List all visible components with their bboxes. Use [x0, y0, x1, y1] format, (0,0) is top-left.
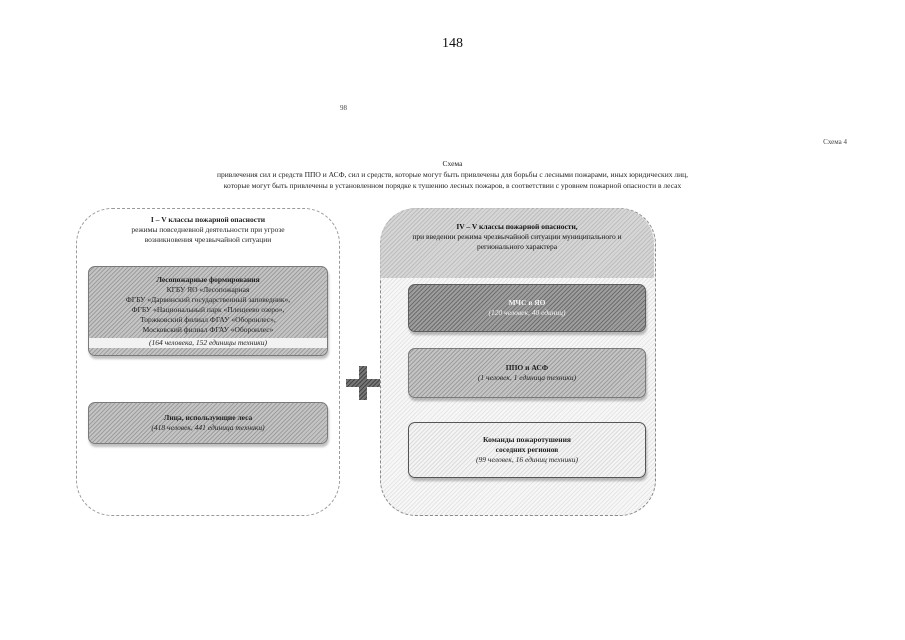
ppo-asf-box — [408, 348, 646, 398]
forest-fire-units-line: ФГБУ «Национальный парк «Плещеево озеро», — [131, 304, 285, 314]
document-number: 98 — [340, 104, 347, 112]
forest-fire-units-line: Торжковский филиал ФГАУ «Оборонлес», — [140, 314, 276, 324]
ppo-asf-title: ППО и АСФ — [505, 363, 549, 372]
neighbor-regions-stats: (99 человек, 16 единиц техники) — [476, 455, 578, 464]
forest-fire-units-box — [88, 266, 328, 356]
scheme-label: Схема 4 — [823, 138, 847, 146]
left-panel-title-line3: возникновения чрезвычайной ситуации — [144, 235, 272, 244]
page-number: 148 — [442, 36, 463, 51]
plus-icon — [346, 366, 380, 400]
left-panel-title-line2: режимы повседневной деятельности при угрозе — [131, 225, 285, 234]
right-panel-title-line2: при введении режима чрезвычайной ситуации муниципального и — [412, 232, 622, 241]
left-panel-title — [77, 215, 339, 245]
left-panel — [76, 208, 340, 516]
heading-line-1: Схема — [442, 159, 463, 168]
right-panel-title-bold: IV – V классы пожарной опасности, — [456, 222, 578, 231]
neighbor-regions-title-line1: Команды пожаротушения — [483, 435, 571, 444]
forest-users-stats: (418 человек, 441 единица техники) — [151, 423, 265, 432]
forest-users-box — [88, 402, 328, 444]
right-panel-title-line3: регионального характера — [476, 242, 558, 251]
emergency-ministry-stats: (120 человек, 40 единиц) — [488, 308, 566, 317]
neighbor-regions-box — [408, 422, 646, 478]
right-panel-title — [380, 222, 654, 252]
heading-line-2: привлечения сил и средств ППО и АСФ, сил и средств, которые могут быть привлечены для борьбы с лесными пожарами, иных юридических лиц, — [217, 170, 688, 179]
forest-fire-units-title: Лесопожарные формирования — [156, 274, 260, 284]
neighbor-regions-title-line2: соседних регионов — [495, 445, 559, 454]
forest-fire-units-line: ФГБУ «Дарвинский государственный заповедник», — [125, 294, 291, 304]
emergency-ministry-box — [408, 284, 646, 332]
forest-fire-units-stats: (164 человека, 152 единицы техники) — [89, 338, 327, 348]
forest-users-title: Лица, использующие леса — [163, 413, 253, 422]
forest-fire-units-line: Московский филиал ФГАУ «Оборонлес» — [142, 324, 274, 334]
forest-fire-units-line: КГБУ ЯО «Лесопожарная — [166, 284, 250, 294]
emergency-ministry-title: МЧС в ЯО — [508, 298, 546, 307]
ppo-asf-stats: (1 человек, 1 единица техники) — [477, 373, 577, 382]
scheme-heading — [0, 158, 905, 191]
left-panel-title-bold: I – V классы пожарной опасности — [150, 215, 266, 224]
heading-line-3: которые могут быть привлечены в установленном порядке к тушению лесных пожаров, в соответствии с уровнем пожарной опасности в лесах — [223, 181, 682, 190]
